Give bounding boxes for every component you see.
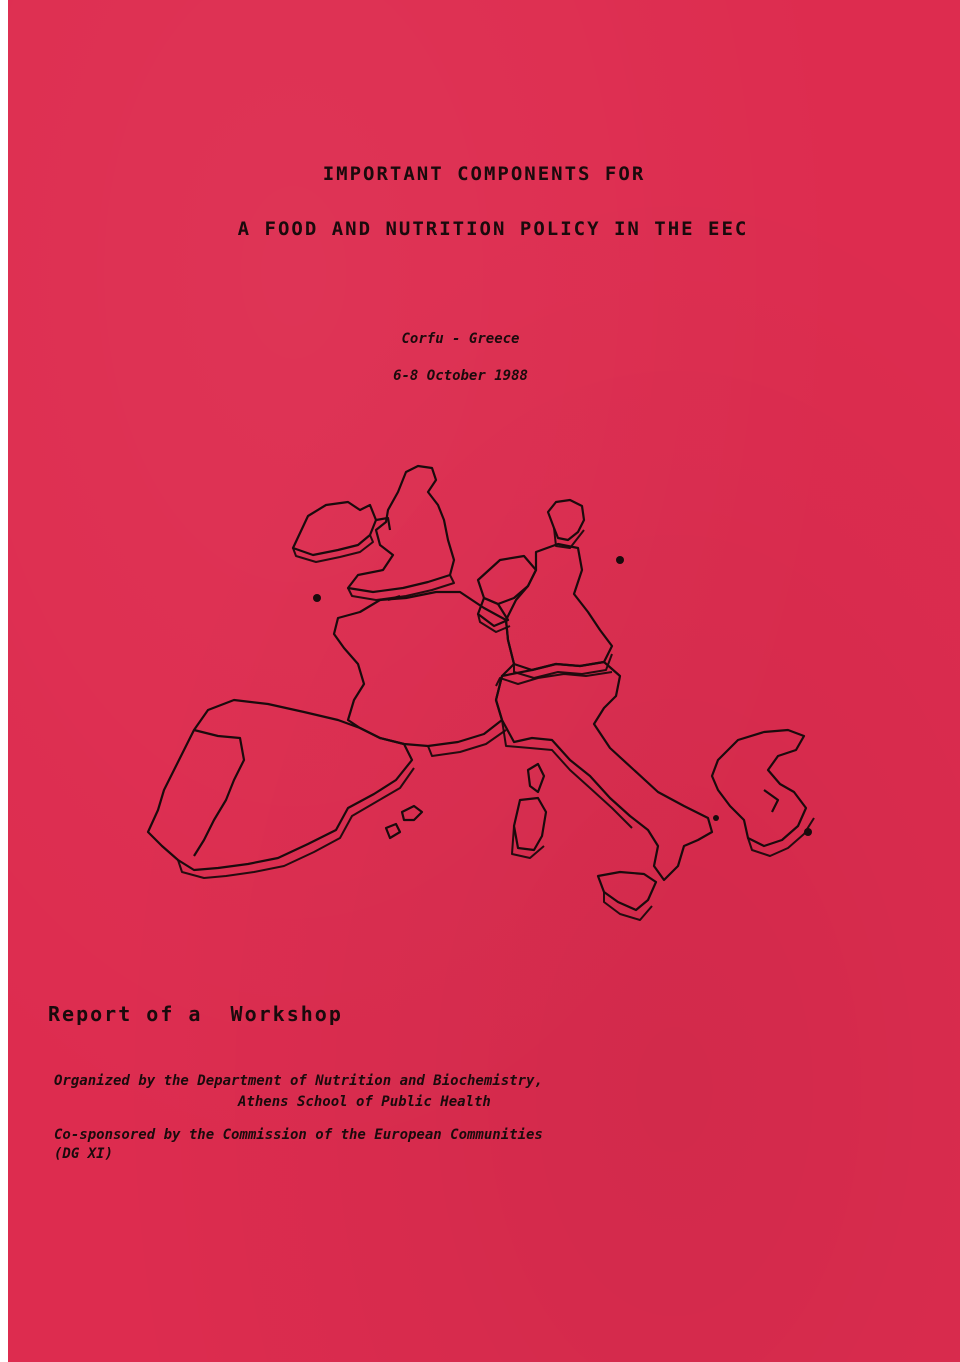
map-balearics (386, 806, 422, 838)
sponsor-line-1: Co-sponsored by the Commission of the European Communities (54, 1127, 543, 1143)
cover-page (8, 0, 960, 1362)
map-france (334, 592, 514, 756)
organizer-line-1: Organized by the Department of Nutrition and Biochemistry, (54, 1073, 543, 1089)
map-greece (712, 730, 814, 856)
organizer-line-2: Athens School of Public Health (238, 1094, 491, 1110)
map-dot-aegean (804, 828, 812, 836)
map-ireland (293, 502, 376, 562)
dates-text: 6-8 October 1988 (393, 368, 528, 384)
eec-map-illustration (8, 0, 960, 1362)
map-dot-channel (313, 594, 321, 602)
map-corsica-sardinia (512, 764, 546, 858)
location-text: Corfu - Greece (401, 331, 520, 347)
map-dot-baltic (616, 556, 624, 564)
map-west-germany (506, 544, 612, 678)
title-line-1: IMPORTANT COMPONENTS FOR (322, 163, 646, 185)
map-great-britain (348, 466, 454, 600)
map-denmark (548, 500, 584, 548)
map-dot-ionian (713, 815, 719, 821)
sponsor-line-2: (DG XI) (54, 1146, 114, 1162)
title-line-2: A FOOD AND NUTRITION POLICY IN THE EEC (237, 218, 749, 240)
map-sicily (598, 872, 656, 920)
map-iberia (148, 700, 414, 878)
report-label: Report of a Workshop (48, 1002, 343, 1026)
